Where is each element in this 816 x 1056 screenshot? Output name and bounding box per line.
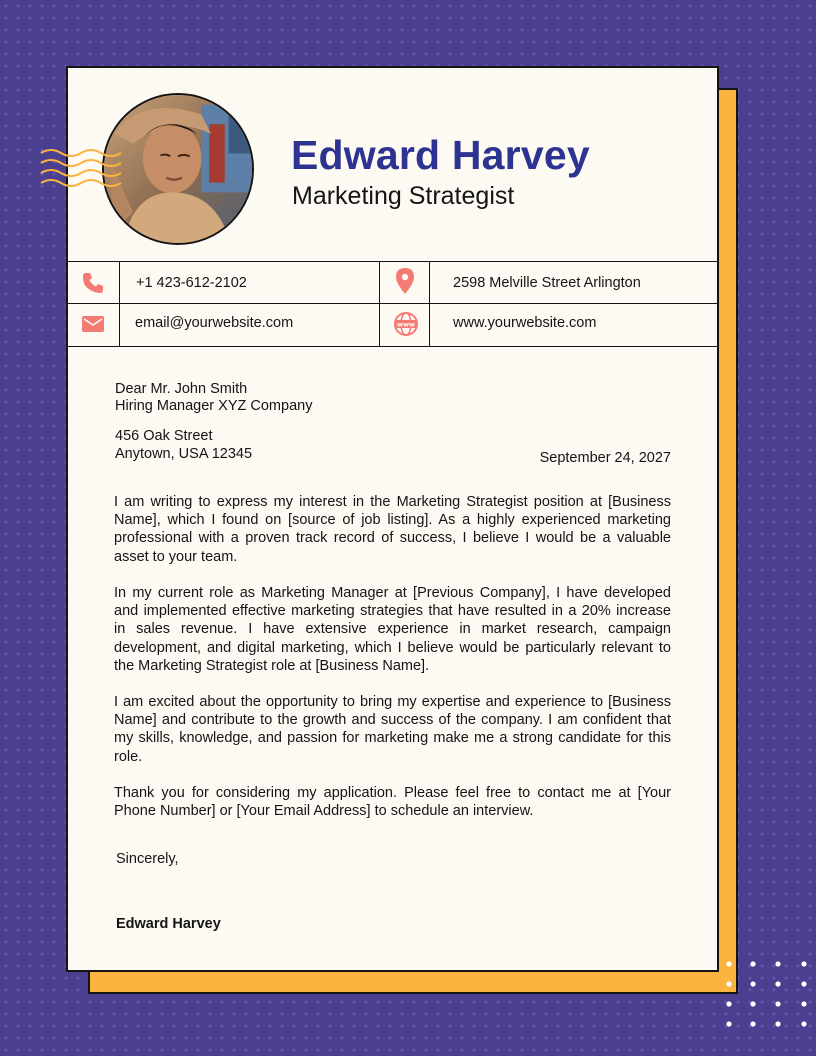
profile-photo — [102, 93, 254, 245]
phone-number: +1 423-612-2102 — [136, 275, 247, 291]
contact-grid-divider — [379, 262, 380, 346]
email-address[interactable]: email@yourwebsite.com — [135, 315, 294, 331]
website-url[interactable]: www.yourwebsite.com — [453, 315, 597, 331]
svg-text:www: www — [396, 320, 416, 329]
applicant-role: Marketing Strategist — [292, 182, 515, 210]
phone-icon — [79, 269, 107, 297]
closing-salutation: Sincerely, — [116, 851, 179, 867]
body-paragraph: I am writing to express my interest in the Marketing Strategist position at [Business Name], which I found on [source of job listing]. As a highly experienced marketing professional with a proven track record of success, I believe I would be a valuable asset to your team. — [114, 494, 671, 565]
body-paragraph: In my current role as Marketing Manager at [Previous Company], I have developed and implemented effective marketing strategies that have resulted in a 20% increase in sales revenue. I have extensive experience in market research, campaign development, and digital marketing, which I believe would be particularly relevant to the Marketing Strategist role at [Business Name]. — [114, 585, 671, 674]
dot-grid-decoration-icon — [722, 957, 816, 1033]
recipient-street: 456 Oak Street — [115, 428, 213, 444]
recipient-city: Anytown, USA 12345 — [115, 446, 253, 462]
wave-decoration-icon — [39, 147, 123, 189]
applicant-name: Edward Harvey — [291, 132, 590, 178]
location-pin-icon — [391, 267, 419, 295]
contact-grid-divider — [429, 262, 430, 346]
body-paragraph: I am excited about the opportunity to bring my expertise and experience to [Business Name] and contribute to the growth and success of the company. I am confident that my skills, knowledge, and passion for marketing make me a strong candidate for this role. — [114, 694, 671, 765]
contact-grid-divider — [66, 303, 719, 304]
letter-date: September 24, 2027 — [539, 450, 671, 466]
recipient-greeting: Dear Mr. John Smith — [115, 381, 248, 397]
signature-name: Edward Harvey — [116, 916, 221, 932]
mail-icon — [79, 310, 107, 338]
recipient-title: Hiring Manager XYZ Company — [115, 398, 313, 414]
contact-grid-divider — [119, 262, 120, 346]
body-paragraph: Thank you for considering my application. Please feel free to contact me at [Your Phone Number] or [Your Email Address] to schedule an interview. — [114, 785, 671, 820]
street-address: 2598 Melville Street Arlington — [453, 275, 641, 291]
globe-www-icon — [392, 310, 420, 338]
contact-grid — [66, 261, 719, 347]
